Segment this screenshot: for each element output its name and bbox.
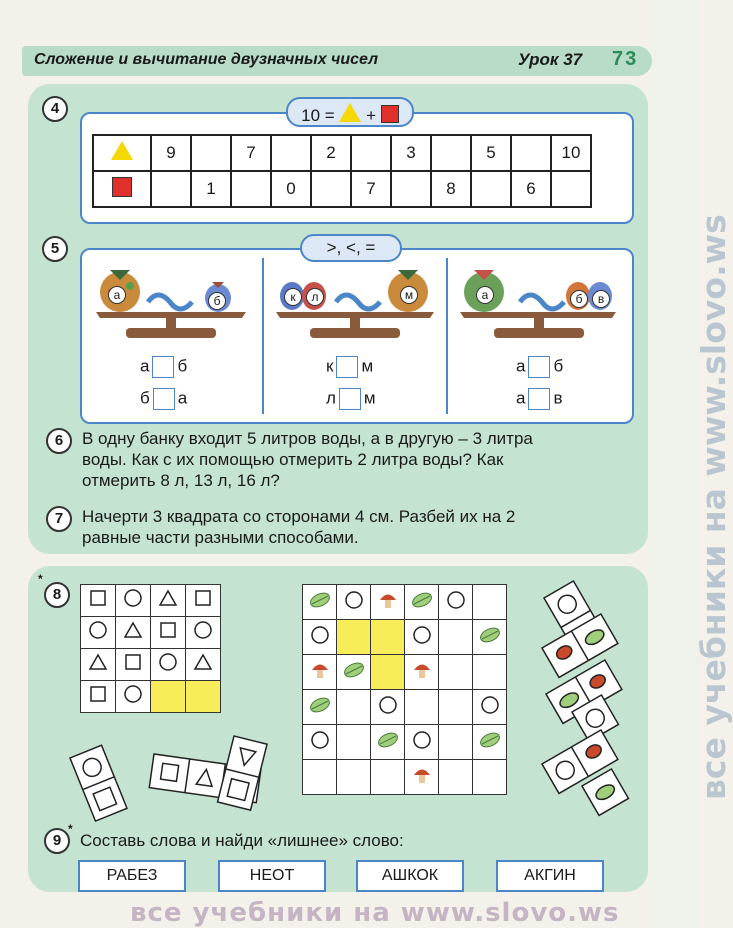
- grid-cell: [473, 760, 507, 795]
- grid-cell: [303, 655, 337, 690]
- formula-plus: +: [366, 106, 377, 125]
- table-cell: 1: [191, 171, 231, 207]
- table-cell: 3: [391, 135, 431, 171]
- leaf-icon: [308, 695, 332, 715]
- grid-cell: [186, 649, 221, 681]
- grid-cell: [405, 690, 439, 725]
- grid-cell: [151, 649, 186, 681]
- triangle-shape-icon: [88, 653, 108, 671]
- table-cell: [431, 135, 471, 171]
- triangle-icon: [111, 141, 133, 160]
- bag-label: к: [284, 288, 302, 306]
- grid-cell: [439, 620, 473, 655]
- grid-row: [81, 681, 221, 713]
- dominoes-right-column: [528, 578, 638, 828]
- lesson-label: Урок 37: [518, 50, 583, 69]
- grid-cell: [405, 620, 439, 655]
- table-cell: 2: [311, 135, 351, 171]
- table-row: [93, 171, 591, 207]
- grid-cell: [186, 617, 221, 649]
- grid-cell: [303, 690, 337, 725]
- grid-cell: [81, 681, 116, 713]
- word-card: АКГИН: [496, 860, 604, 892]
- comparison: л м: [326, 388, 376, 410]
- comparison: а б: [140, 356, 187, 378]
- star-mark: *: [68, 822, 73, 836]
- table-cell: [93, 171, 151, 207]
- comparison: а б: [516, 356, 563, 378]
- grid-row: [303, 655, 507, 690]
- triangle-shape-icon: [158, 589, 178, 607]
- circle-shape-icon: [412, 730, 432, 750]
- bag-label: б: [570, 290, 588, 308]
- exercise-7-text: Начерти 3 квадрата со сторонами 4 см. Разбей их на 2 равные части разными способами.: [82, 507, 516, 547]
- answer-box[interactable]: [339, 388, 361, 410]
- grid-row: [81, 649, 221, 681]
- table-cell: [271, 135, 311, 171]
- grid-row: [303, 690, 507, 725]
- grid-cell: [303, 760, 337, 795]
- word-card: РАБЕЗ: [78, 860, 186, 892]
- table-cell: 5: [471, 135, 511, 171]
- table-cell: [551, 171, 591, 207]
- grid-cell: [439, 725, 473, 760]
- grid-cell: [405, 655, 439, 690]
- grid-cell: [439, 585, 473, 620]
- grid-cell: [303, 725, 337, 760]
- grid-row: [303, 585, 507, 620]
- exercise-4-formula: [286, 97, 414, 127]
- exercise-4-number: 4: [42, 96, 68, 122]
- exercise-5-signs: >, <, =: [300, 234, 402, 262]
- square-shape-icon: [89, 685, 107, 703]
- table-cell: [191, 135, 231, 171]
- comparison: к м: [326, 356, 373, 378]
- table-cell: 7: [231, 135, 271, 171]
- exercise-9-number: 9: [44, 828, 70, 854]
- side-watermark: все учебники на www.slovo.ws: [694, 214, 733, 800]
- grid-cell: [303, 620, 337, 655]
- table-cell: 8: [431, 171, 471, 207]
- circle-shape-icon: [88, 620, 108, 640]
- exercise-7-number: 7: [46, 506, 72, 532]
- grid-cell: [337, 620, 371, 655]
- grid-cell: [116, 585, 151, 617]
- answer-box[interactable]: [336, 356, 358, 378]
- chapter-title: Сложение и вычитание двузначных чисел: [34, 51, 379, 68]
- circle-shape-icon: [123, 588, 143, 608]
- grid-cell: [337, 655, 371, 690]
- word-card: АШКОК: [356, 860, 464, 892]
- grid-cell: [439, 655, 473, 690]
- grid-row: [81, 585, 221, 617]
- answer-box[interactable]: [153, 388, 175, 410]
- grid-cell: [81, 617, 116, 649]
- grid-cell: [405, 585, 439, 620]
- triangle-icon: [339, 103, 361, 122]
- circle-shape-icon: [480, 695, 500, 715]
- comparison: а в: [516, 388, 563, 410]
- answer-box[interactable]: [528, 388, 550, 410]
- grid-cell: [81, 649, 116, 681]
- grid-cell: [151, 617, 186, 649]
- page-header: [22, 46, 652, 76]
- triangle-shape-icon: [123, 621, 143, 639]
- table-cell: 10: [551, 135, 591, 171]
- grid-cell: [371, 760, 405, 795]
- leaf-icon: [410, 590, 434, 610]
- grid-row: [303, 725, 507, 760]
- circle-shape-icon: [378, 695, 398, 715]
- grid-row: [303, 620, 507, 655]
- grid-cell: [116, 681, 151, 713]
- table-cell: [151, 171, 191, 207]
- grid-cell: [337, 690, 371, 725]
- word-card: НЕОТ: [218, 860, 326, 892]
- grid-cell: [186, 585, 221, 617]
- table-cell: [311, 171, 351, 207]
- triangle-shape-icon: [193, 653, 213, 671]
- page-number: 73: [612, 48, 639, 70]
- circle-shape-icon: [310, 625, 330, 645]
- bag-label: в: [592, 290, 610, 308]
- table-cell: [231, 171, 271, 207]
- grid-cell: [405, 760, 439, 795]
- grid-cell: [371, 725, 405, 760]
- formula-left: 10 =: [301, 106, 335, 125]
- grid-row: [81, 617, 221, 649]
- table-cell: [351, 135, 391, 171]
- table-cell: 9: [151, 135, 191, 171]
- divider: [446, 258, 448, 414]
- grid-cell: [473, 655, 507, 690]
- domino-right: [212, 732, 282, 822]
- answer-box[interactable]: [152, 356, 174, 378]
- grid-cell: [337, 760, 371, 795]
- grid-cell: [473, 725, 507, 760]
- grid-cell: [371, 585, 405, 620]
- table-cell: [93, 135, 151, 171]
- grid-cell: [439, 760, 473, 795]
- mushroom-icon: [411, 659, 433, 681]
- grid-cell: [186, 681, 221, 713]
- leaf-icon: [308, 590, 332, 610]
- circle-shape-icon: [123, 684, 143, 704]
- grid-cell: [81, 585, 116, 617]
- circle-shape-icon: [344, 590, 364, 610]
- grid-cell: [337, 585, 371, 620]
- square-shape-icon: [194, 589, 212, 607]
- grid-cell: [116, 617, 151, 649]
- exercise-5-number: 5: [42, 236, 68, 262]
- grid-cell: [405, 725, 439, 760]
- table-cell: [511, 135, 551, 171]
- divider: [262, 258, 264, 414]
- grid-cell: [473, 690, 507, 725]
- grid-cell: [116, 649, 151, 681]
- bag-label: а: [476, 286, 494, 304]
- grid-cell: [303, 585, 337, 620]
- star-mark: *: [38, 572, 43, 586]
- mushroom-icon: [309, 659, 331, 681]
- grid-cell: [371, 690, 405, 725]
- circle-shape-icon: [412, 625, 432, 645]
- exercise-9-prompt: Составь слова и найди «лишнее» слово:: [80, 831, 404, 850]
- circle-shape-icon: [193, 620, 213, 640]
- bag-label: б: [208, 292, 226, 310]
- circle-shape-icon: [446, 590, 466, 610]
- leaf-icon: [376, 730, 400, 750]
- shapes-grid: [80, 584, 221, 713]
- circle-shape-icon: [310, 730, 330, 750]
- scale-illustration-1: [92, 262, 250, 348]
- exercise-4-table: [92, 134, 592, 208]
- mushroom-icon: [411, 764, 433, 786]
- circle-shape-icon: [158, 652, 178, 672]
- square-icon: [112, 177, 132, 197]
- leaf-icon: [478, 730, 502, 750]
- square-shape-icon: [124, 653, 142, 671]
- exercise-6-text: В одну банку входит 5 литров воды, а в другую – 3 литра воды. Как с их помощью отмерить 2 литра воды? Как отмерить 8 л, 13 л, 16 л?: [82, 429, 533, 490]
- table-cell: 0: [271, 171, 311, 207]
- square-shape-icon: [159, 621, 177, 639]
- picture-grid: [302, 584, 507, 795]
- grid-cell: [439, 690, 473, 725]
- grid-cell: [151, 681, 186, 713]
- square-shape-icon: [89, 589, 107, 607]
- table-row: [93, 135, 591, 171]
- exercise-8-number: 8: [44, 582, 70, 608]
- grid-cell: [337, 725, 371, 760]
- grid-cell: [473, 620, 507, 655]
- bag-label: м: [400, 286, 418, 304]
- bag-label: л: [306, 288, 324, 306]
- leaf-icon: [478, 625, 502, 645]
- grid-cell: [151, 585, 186, 617]
- table-cell: [471, 171, 511, 207]
- answer-box[interactable]: [528, 356, 550, 378]
- comparison: б а: [140, 388, 187, 410]
- table-cell: [391, 171, 431, 207]
- grid-cell: [371, 655, 405, 690]
- grid-cell: [371, 620, 405, 655]
- exercise-6-number: 6: [46, 428, 72, 454]
- table-cell: 7: [351, 171, 391, 207]
- grid-row: [303, 760, 507, 795]
- bottom-watermark: все учебники на www.slovo.ws: [130, 898, 620, 928]
- square-icon: [381, 105, 399, 123]
- grid-cell: [473, 585, 507, 620]
- mushroom-icon: [377, 589, 399, 611]
- table-cell: 6: [511, 171, 551, 207]
- bag-label: а: [108, 286, 126, 304]
- leaf-icon: [342, 660, 366, 680]
